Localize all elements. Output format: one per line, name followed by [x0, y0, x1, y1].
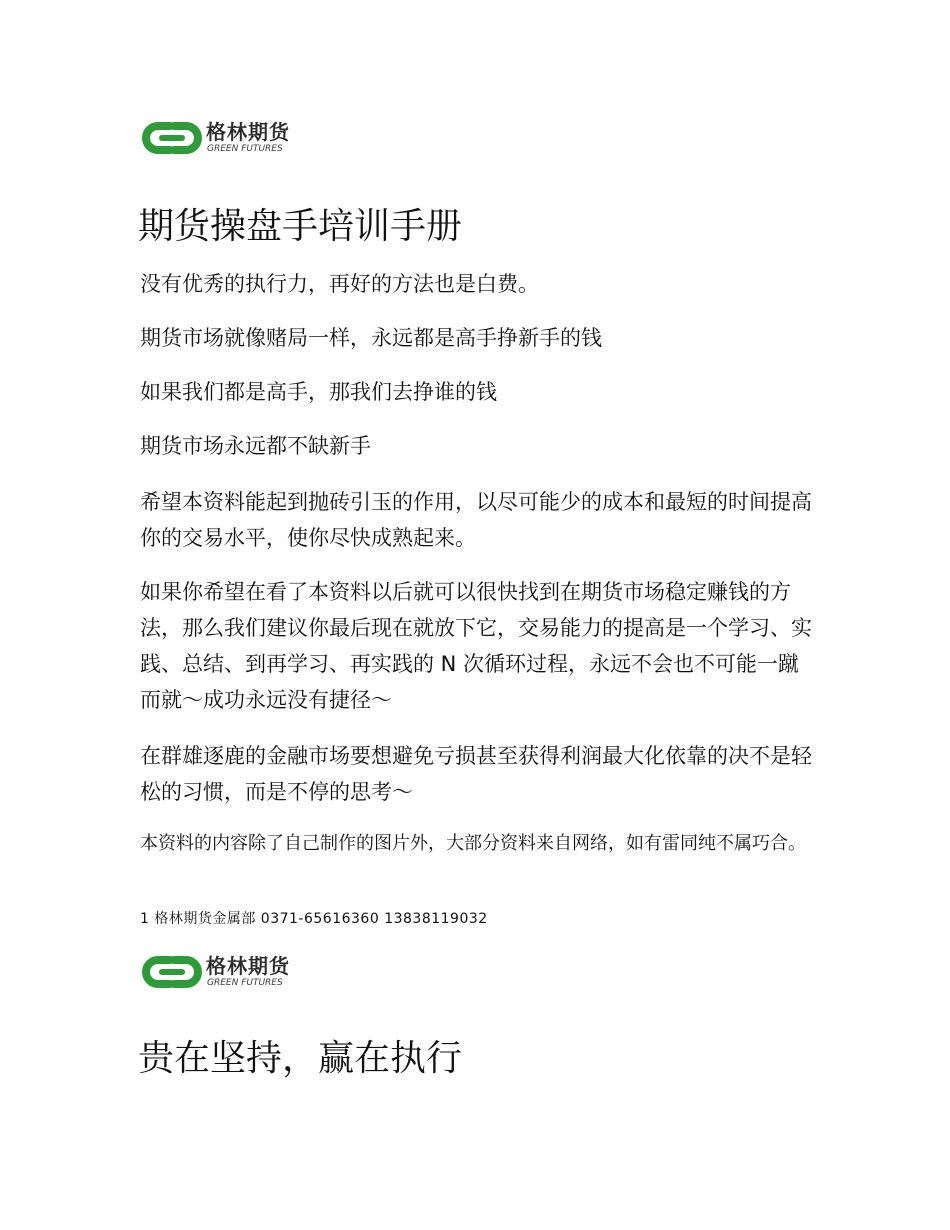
green-futures-logo-icon	[140, 944, 204, 1000]
green-futures-logo-icon	[140, 110, 204, 166]
logo-name-cn: 格林期货	[206, 120, 290, 144]
page-title: 期货操盘手培训手册	[138, 206, 463, 247]
page-footer: 1 格林期货金属部 0371-65616360 13838119032	[140, 911, 488, 927]
paragraph-4: 期货市场永远都不缺新手	[140, 434, 371, 458]
paragraph-6: 如果你希望在看了本资料以后就可以很快找到在期货市场稳定赚钱的方法，那么我们建议你最后现在就放下它，交易能力的提高是一个学习、实践、总结、到再学习、再实践的 N 次循环过程，永远不会也不可能一蹴而就～成功永远没有捷径～	[140, 580, 812, 712]
logo-name-cn: 格林期货	[206, 954, 290, 978]
logo-name-en: GREEN FUTURES	[207, 978, 283, 988]
paragraph-3: 如果我们都是高手，那我们去挣谁的钱	[140, 380, 497, 404]
logo-name-en: GREEN FUTURES	[207, 144, 283, 154]
paragraph-7: 在群雄逐鹿的金融市场要想避免亏损甚至获得利润最大化依靠的决不是轻松的习惯，而是不停的思考～	[140, 744, 812, 804]
disclaimer-note: 本资料的内容除了自己制作的图片外，大部分资料来自网络，如有雷同纯不属巧合。	[140, 833, 806, 854]
section-title: 贵在坚持，赢在执行	[138, 1038, 463, 1079]
company-logo-2	[140, 944, 310, 1000]
paragraph-5: 希望本资料能起到抛砖引玉的作用，以尽可能少的成本和最短的时间提高你的交易水平，使你尽快成熟起来。	[140, 490, 812, 550]
paragraph-2: 期货市场就像赌局一样，永远都是高手挣新手的钱	[140, 326, 602, 350]
company-logo	[140, 110, 310, 166]
paragraph-1: 没有优秀的执行力，再好的方法也是白费。	[140, 272, 539, 296]
